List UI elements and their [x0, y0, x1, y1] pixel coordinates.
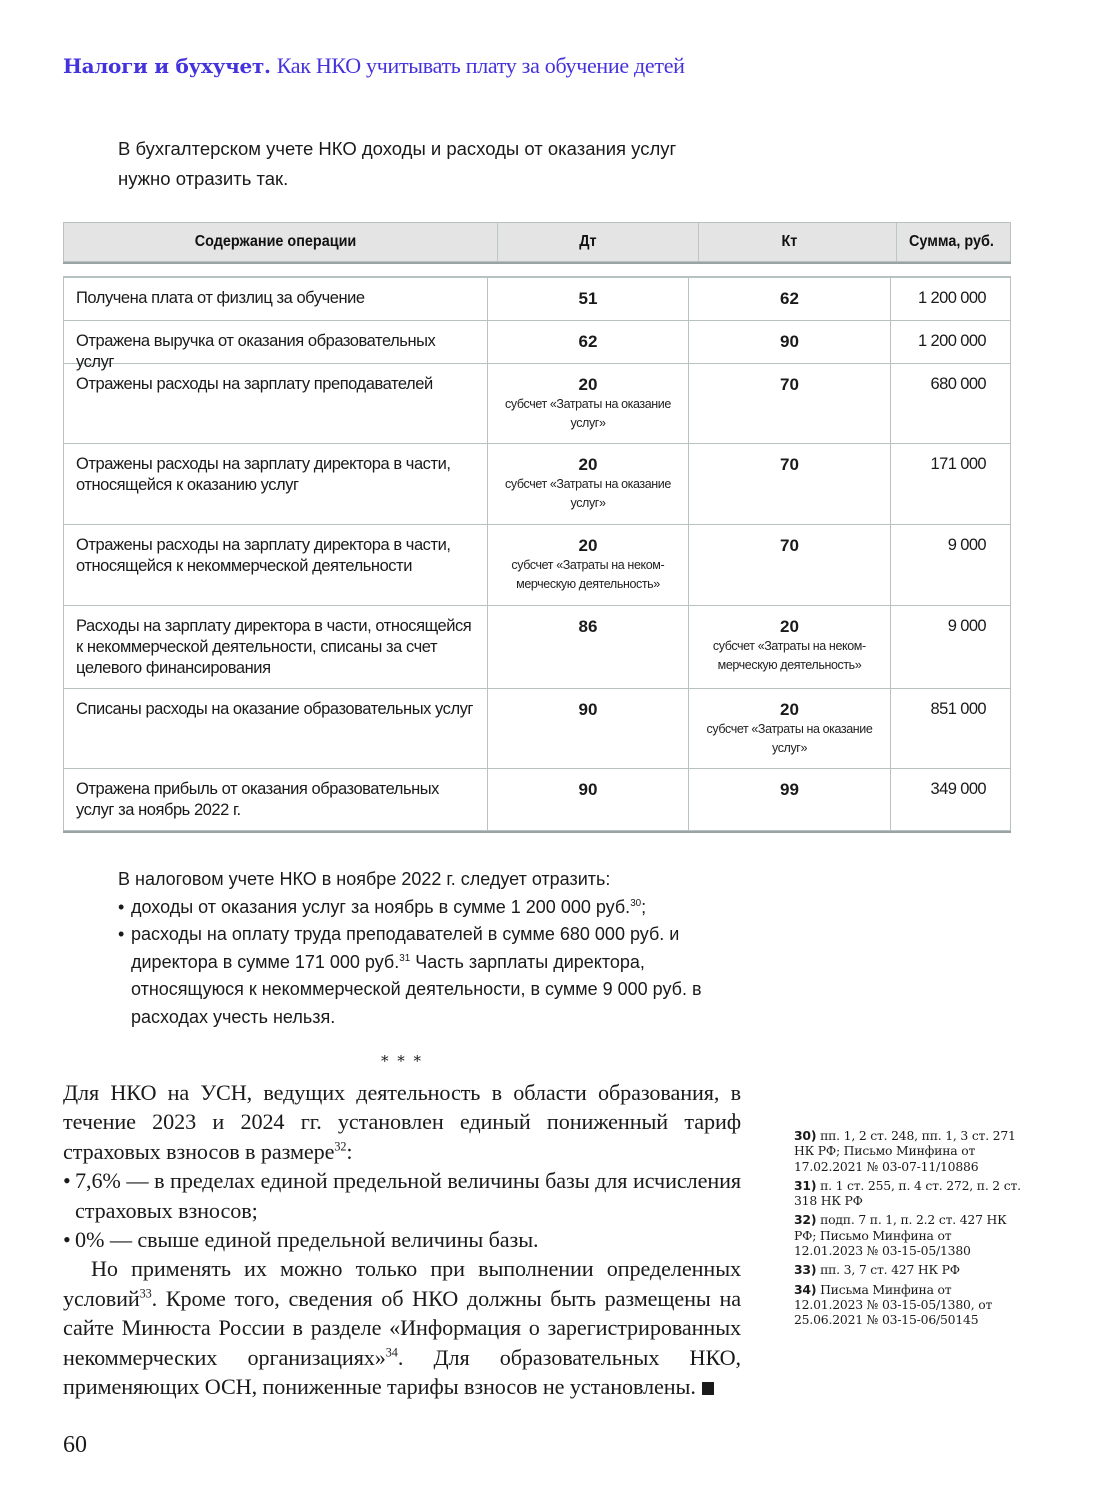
footnote — [794, 1178, 1024, 1209]
intro-line-1: В бухгалтерском учете НКО доходы и расходы от оказания услуг — [118, 138, 677, 159]
punctuation: ; — [641, 896, 647, 917]
debit-cell — [487, 444, 688, 524]
debit-cell — [487, 525, 688, 605]
footnote — [794, 1212, 1024, 1258]
footnote — [794, 1262, 1024, 1277]
credit-account: 99 — [780, 780, 799, 799]
footnote-number: 33) — [794, 1262, 817, 1278]
footnote-text: п. 1 ст. 255, п. 4 ст. 272, п. 2 ст. 318 НК РФ — [794, 1177, 1021, 1209]
rate-bullet-2: • 0% — свыше единой предельной величины базы. — [63, 1225, 741, 1254]
credit-cell — [688, 606, 890, 688]
debit-account: 62 — [578, 332, 598, 351]
footnote-ref[interactable]: 32 — [334, 1139, 347, 1154]
page-number: 60 — [63, 1432, 87, 1458]
body-text — [63, 1078, 741, 1401]
debit-account: 90 — [578, 780, 598, 799]
operation-cell: Расходы на зарплату директора в части, относящейся к некоммерческой деятельности, списаны за счет целевого финансирования — [76, 617, 472, 677]
debit-subaccount: субсчет «Затраты на оказание услуг» — [505, 477, 671, 510]
amount-cell: 680 000 — [890, 364, 1012, 443]
section-separator: * * * — [381, 1052, 424, 1070]
operation-cell: Отражена прибыль от оказания образовательных услуг за ноябрь 2022 г. — [76, 780, 439, 819]
column-header-debit: Дт — [497, 223, 678, 261]
credit-account: 20 — [780, 617, 799, 636]
footnote-number: 31) — [794, 1177, 817, 1193]
body-paragraph-1 — [63, 1078, 741, 1166]
article-title: Как НКО учитывать плату за обучение детей — [276, 53, 685, 78]
footnote-text: пп. 1, 2 ст. 248, пп. 1, 3 ст. 271 НК РФ; Письмо Минфина от 17.02.2021 № 03-07-11/10886 — [794, 1128, 1016, 1174]
footnote-ref[interactable]: 34 — [385, 1345, 398, 1360]
column-header-amount: Сумма, руб. — [896, 223, 1006, 261]
credit-account: 20 — [780, 700, 799, 719]
debit-subaccount: субсчет «Затраты на оказание услуг» — [505, 397, 671, 430]
rate-bullet-1: • 7,6% — в пределах единой предельной величины базы для исчисления страховых взносов; — [63, 1166, 741, 1225]
column-header-credit: Кт — [698, 223, 880, 261]
credit-cell — [688, 769, 890, 830]
table-header — [63, 222, 1011, 262]
footnote-number: 34) — [794, 1281, 817, 1297]
debit-cell — [487, 689, 688, 768]
operation-cell: Отражены расходы на зарплату директора в части, относящейся к некоммерческой деятельности — [76, 536, 451, 575]
footnote-ref[interactable]: 30 — [630, 897, 642, 909]
amount-cell: 1 200 000 — [890, 321, 1012, 381]
credit-subaccount: субсчет «Затраты на некоммерческую деятельность» — [712, 639, 867, 672]
footnote-text: Письма Минфина от 12.01.2023 № 03-15-05/1380, от 25.06.2021 № 03-15-06/50145 — [794, 1281, 993, 1328]
debit-account: 51 — [578, 289, 598, 308]
amount-cell: 851 000 — [890, 689, 1012, 768]
tax-bullet-expenses — [118, 921, 758, 1031]
footnote-number: 30) — [794, 1128, 817, 1143]
table-row — [64, 363, 1010, 443]
debit-cell — [487, 278, 688, 320]
debit-cell — [487, 769, 688, 830]
footnote — [794, 1128, 1024, 1174]
operation-cell: Отражены расходы на зарплату директора в части, относящейся к оказанию услуг — [76, 455, 451, 494]
debit-cell — [487, 606, 688, 688]
table-row — [64, 605, 1010, 688]
operation-cell: Списаны расходы на оказание образовательных услуг — [76, 700, 473, 718]
footnote-ref[interactable]: 31 — [399, 952, 411, 964]
tax-lead: В налоговом учете НКО в ноябре 2022 г. следует отразить: — [118, 869, 611, 889]
footnote-ref[interactable]: 33 — [139, 1286, 152, 1301]
credit-cell — [688, 278, 890, 320]
credit-subaccount: субсчет «Затраты на оказание услуг» — [706, 722, 873, 755]
table-row — [64, 688, 1010, 768]
credit-account: 90 — [780, 332, 799, 351]
credit-account: 70 — [780, 455, 799, 474]
amount-cell: 349 000 — [890, 769, 1012, 830]
running-head — [63, 53, 685, 79]
debit-subaccount: субсчет «Затраты на некоммерческую деятельность» — [511, 558, 665, 591]
tax-bullet-text: расходы на оплату труда преподавателей в сумме 680 000 руб. и директора в сумме 171 000 руб. — [131, 924, 680, 972]
table-row — [64, 320, 1010, 371]
credit-account: 62 — [780, 289, 799, 308]
footnotes — [794, 1128, 1024, 1332]
operation-cell: Отражены расходы на зарплату преподавателей — [76, 375, 433, 393]
section-title: Налоги и бухучет. — [63, 54, 271, 78]
footnote-text: пп. 3, 7 ст. 427 НК РФ — [820, 1262, 960, 1278]
paragraph-text: Но применять их можно только при выполнении определенных условий — [63, 1256, 741, 1311]
paragraph-text: . Кроме того, сведения об НКО должны быть размещены на сайте Минюста России в разделе «Информация о зарегистрированных некоммерческих организациях» — [63, 1285, 741, 1370]
accounting-table — [63, 276, 1011, 831]
amount-cell: 9 000 — [890, 525, 1012, 605]
debit-account: 20 — [578, 536, 598, 555]
credit-account: 70 — [780, 536, 799, 555]
column-header-operation: Содержание операции — [194, 233, 357, 250]
amount-cell: 9 000 — [890, 606, 1012, 688]
debit-account: 20 — [578, 455, 598, 474]
operation-cell: Отражена выручка от оказания образовательных услуг — [76, 332, 436, 371]
table-row — [64, 278, 1010, 320]
paragraph-text: . Для образовательных НКО, применяющих ОСН, пониженные тарифы взносов не установлены. — [63, 1344, 741, 1400]
table-row — [64, 443, 1010, 524]
tax-bullet-income — [118, 894, 758, 922]
credit-cell — [688, 364, 890, 443]
end-of-article-icon — [702, 1382, 714, 1395]
tax-bullet-text: доходы от оказания услуг за ноябрь в сумме 1 200 000 руб. — [131, 896, 631, 917]
amount-cell: 1 200 000 — [890, 278, 1012, 320]
amount-cell: 171 000 — [890, 444, 1012, 524]
credit-account: 70 — [780, 375, 799, 394]
body-paragraph-2 — [63, 1254, 741, 1401]
punctuation: : — [346, 1138, 353, 1164]
debit-cell — [487, 364, 688, 443]
debit-account: 90 — [578, 700, 598, 719]
credit-cell — [688, 444, 890, 524]
debit-account: 20 — [578, 375, 598, 394]
tax-bullet-text-cont: Часть зарплаты директора, относящуюся к некоммерческой деятельности, в сумме 9 000 руб. в расходах учесть нельзя. — [131, 951, 702, 1027]
footnote-text: подп. 7 п. 1, п. 2.2 ст. 427 НК РФ; Письмо Минфина от 12.01.2023 № 03-15-05/1380 — [794, 1212, 1007, 1259]
intro-paragraph — [118, 134, 758, 194]
table-row — [64, 524, 1010, 605]
intro-line-2: нужно отразить так. — [118, 168, 289, 189]
tax-accounting-section — [118, 866, 758, 1031]
footnote — [794, 1282, 1024, 1328]
footnote-number: 32) — [794, 1212, 817, 1228]
operation-cell: Получена плата от физлиц за обучение — [76, 289, 365, 307]
table-row — [64, 768, 1010, 830]
credit-cell — [688, 525, 890, 605]
credit-cell — [688, 689, 890, 768]
debit-account: 86 — [578, 617, 598, 636]
paragraph-text: Для НКО на УСН, ведущих деятельность в области образования, в течение 2023 и 2024 гг. установлен единый пониженный тариф страховых взносов в размере — [63, 1080, 741, 1164]
